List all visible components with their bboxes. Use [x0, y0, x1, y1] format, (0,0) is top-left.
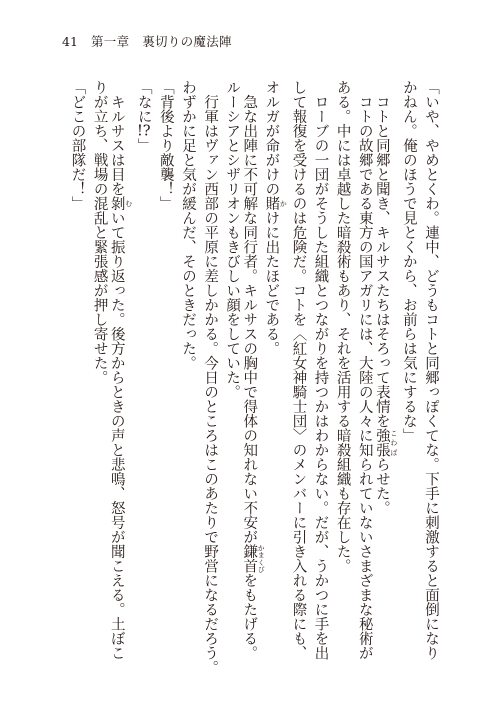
text-run: オルガが命がけの	[263, 80, 280, 196]
text-column	[309, 80, 331, 665]
ruby-base: 強張	[373, 428, 390, 457]
text-column	[108, 80, 133, 665]
text-run: けに出たほどである。	[263, 210, 280, 356]
ruby-base: 鎌首	[241, 544, 258, 573]
text-run: コトの故郷である東方の国アガリには、大陸の人々に知られていないさまざまな秘術が	[356, 80, 373, 660]
text-run: ルーシアとシザリオンもきびしい顔をしていた。	[224, 80, 241, 399]
text-run: !?	[136, 123, 151, 138]
text-run: らせた。	[373, 457, 390, 515]
text-column	[199, 80, 221, 675]
text-run: 「なに	[135, 80, 152, 124]
text-column	[133, 80, 155, 665]
text-run: いて振り返った。後方からときの声と悲鳴、怒号が聞こえる。土ぼこ	[108, 210, 125, 660]
text-run: 「どこの部隊だ！」	[69, 80, 86, 211]
ruby-base: 賭	[263, 196, 280, 211]
text-run: 「いや、やめとくわ。連中、どうもコトと同郷っぽくてな。下手に刺激すると面倒になり	[423, 80, 439, 660]
text-run: りが立ち、戦場の混乱と緊張感が押し寄せた。	[91, 80, 108, 385]
text-run: 」	[135, 138, 152, 153]
running-head	[62, 35, 232, 49]
page-number: 41	[62, 34, 78, 49]
text-run: 「背後より敵襲！」	[157, 80, 174, 211]
ruby-word	[108, 196, 133, 211]
text-run: わずかに足と気が緩んだ、そのときだった。	[179, 80, 196, 370]
ruby-word	[263, 196, 288, 211]
text-column	[398, 80, 420, 665]
text-run: キルサスは目を	[108, 80, 125, 196]
text-column	[373, 80, 398, 665]
text-column	[177, 80, 199, 665]
text-run: をもたげる。	[241, 573, 258, 660]
text-run: 急な出陣に不可解な同行者。キルサスの胸中で得体の知れない不安が	[241, 80, 258, 544]
text-run: かねん。俺のほうで見とくから、お前らは気にするな」	[400, 80, 417, 443]
text-column	[354, 80, 376, 665]
text-run: 行軍はヴァン西部の平原に差しかかる。今日のところはこのあたりで野営になるだろう。	[202, 80, 219, 675]
text-column	[265, 80, 287, 665]
ruby-reading: む	[124, 196, 133, 211]
ruby-reading: かまくび	[257, 544, 266, 573]
text-run: して報復を受けるのは危険だ。コトを〈紅女神騎士団〉のメンバーに引き入れる際にも、	[290, 80, 307, 660]
chapter-title: 第一章 裏切りの魔法陣	[91, 34, 232, 49]
ruby-word	[373, 428, 398, 457]
text-column	[420, 80, 442, 665]
text-column	[155, 80, 177, 665]
text-column	[287, 80, 309, 665]
ruby-reading: こわば	[389, 428, 398, 457]
text-column	[66, 80, 88, 665]
ruby-reading: か	[279, 196, 288, 211]
vertical-body-text	[66, 80, 442, 675]
ruby-base: 剝	[108, 196, 125, 211]
text-column	[332, 80, 354, 665]
text-run: コトと同郷と聞き、キルサスたちはそろって表情を	[373, 80, 390, 428]
text-run: ある。中には卓越した暗殺術もあり、それを活用する暗殺組織も存在した。	[334, 80, 351, 573]
text-run: ローブの一団がそうした組織とつながりを持つかはわからない。だが、うかつに手を出	[312, 80, 329, 660]
ruby-word	[241, 544, 266, 573]
